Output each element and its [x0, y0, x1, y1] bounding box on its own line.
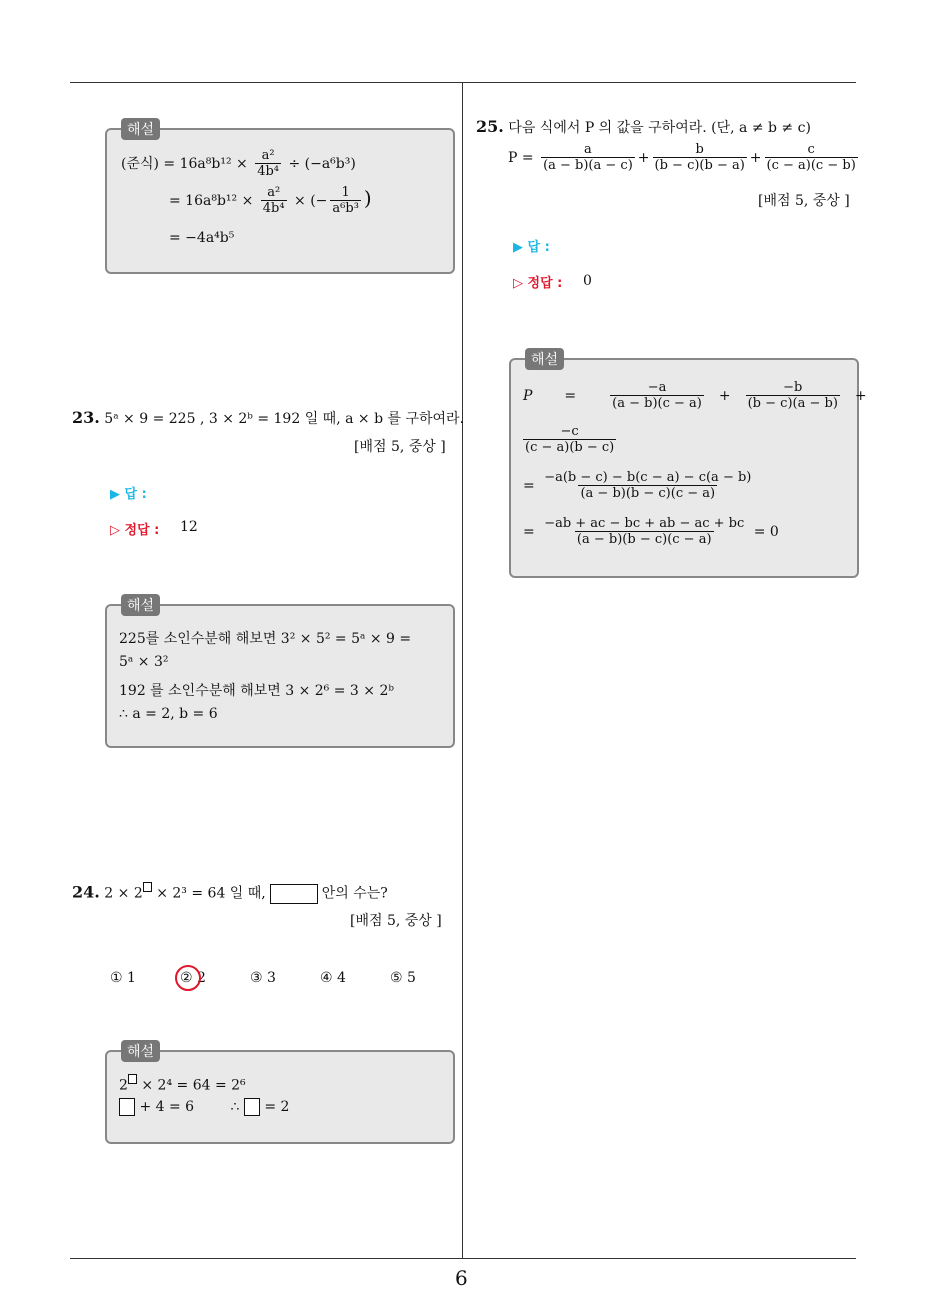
- fraction: $\frac{a}{(a - b)(a - c)}$: [543, 142, 633, 173]
- fraction: $\frac{-ab + ac - bc + ab - ac + bc}{(a - b)(b - c)(c - a)}$: [544, 516, 745, 547]
- q23-exp-line-4: ∴ a = 2, b = 6: [119, 706, 218, 722]
- q22-line-1: (준식) = 16a⁸b¹² × $\frac{\text{a²}}{\text{4b⁴}}$ ÷ (−a⁶b³): [121, 148, 356, 179]
- blank-box-small: [128, 1074, 137, 1084]
- q25-exp-line-2: [523, 424, 619, 456]
- question-text: 다음 식에서 P 의 값을 구하여라. (단, a ≠ b ≠ c): [508, 120, 811, 136]
- q23-answer-label: ▶ 답 :: [110, 487, 147, 502]
- fraction: $\frac{1}{\text{a⁶b³}}$: [332, 185, 359, 216]
- q24-exp-line-2: + 4 = 6 ∴ = 2: [119, 1098, 289, 1116]
- q25-exp-line-1: P = $\frac{-a}{(a - b)(c - a)}$ + $\frac{-b}{(b - c)(a - b)}$ +: [523, 380, 867, 411]
- choice-1[interactable]: ① 1: [110, 970, 136, 986]
- q23-exp-line-2: 5ᵃ × 3²: [119, 654, 169, 670]
- choice-3[interactable]: ③ 3: [250, 970, 276, 986]
- q23-exp-line-1: 225를 소인수분해 해보면 3² × 5² = 5ᵃ × 9 =: [119, 631, 412, 647]
- blank-box: [244, 1098, 260, 1116]
- question-number: 23.: [72, 408, 100, 427]
- q25-exp-line-3: = $\frac{-a(b - c) - b(c - a) - c(a - b)}{(a - b)(b - c)(c - a)}$: [523, 470, 752, 501]
- fraction: $\frac{\text{a²}}{\text{4b⁴}}$: [262, 185, 285, 216]
- q22-line-2: = 16a⁸b¹² × $\frac{\text{a²}}{\text{4b⁴}}$ × (− $\frac{1}{\text{a⁶b³}}$ ): [169, 185, 372, 216]
- explanation-tag: 해설: [121, 594, 160, 616]
- q24-exp-line-1: 2 × 2⁴ = 64 = 2⁶: [119, 1074, 246, 1094]
- q25-explanation-box: [509, 352, 867, 578]
- question-text: 5ᵃ × 9 = 225 , 3 × 2ᵇ = 192 일 때, a × b 를 구하여라.: [104, 411, 465, 427]
- q23-explanation-box: [105, 598, 455, 748]
- explanation-tag: 해설: [525, 348, 564, 370]
- q24-points: [배점 5, 중상 ]: [350, 913, 442, 929]
- q25-exp-line-4: = $\frac{-ab + ac - bc + ab - ac + bc}{(a - b)(b - c)(c - a)}$ = 0: [523, 516, 779, 547]
- blank-box-small: [143, 882, 152, 892]
- fraction: $\frac{-a(b - c) - b(c - a) - c(a - b)}{(a - b)(b - c)(c - a)}$: [544, 470, 752, 501]
- page-number: 6: [455, 1266, 468, 1290]
- question-number: 25.: [476, 117, 504, 136]
- q25-equation: P = $\frac{a}{(a - b)(a - c)}$ + $\frac{b}{(b - c)(b - a)}$ + $\frac{c}{(c - a)(c - b)}$: [508, 142, 856, 173]
- blank-box: [119, 1098, 135, 1116]
- q24-explanation-box: [105, 1044, 455, 1144]
- choice-4[interactable]: ④ 4: [320, 970, 346, 986]
- q22-line-3: = −4a⁴b⁵: [169, 230, 235, 246]
- choice-2[interactable]: ② 2: [180, 970, 206, 986]
- q25-points: [배점 5, 중상 ]: [758, 193, 850, 209]
- q23-exp-line-3: 192 를 소인수분해 해보면 3 × 2⁶ = 3 × 2ᵇ: [119, 683, 394, 699]
- explanation-tag: 해설: [121, 118, 160, 140]
- q25-question: [476, 117, 811, 137]
- q24-question: 24. 2 × 2 × 2³ = 64 일 때, 안의 수는?: [72, 882, 388, 902]
- q25-correct-label: ▷ 정답 :: [513, 276, 563, 291]
- column-divider: [462, 83, 463, 1258]
- q23-correct-label: ▷ 정답 :: [110, 523, 160, 538]
- q23-points: [배점 5, 중상 ]: [354, 439, 446, 455]
- fraction: $\frac{c}{(c - a)(c - b)}$: [766, 142, 856, 173]
- fraction: $\frac{-a}{(a - b)(c - a)}$: [612, 380, 702, 411]
- fraction: $\frac{-c}{(c - a)(b - c)}$: [525, 424, 615, 455]
- bottom-rule: [70, 1258, 856, 1259]
- selected-choice-circle: [175, 965, 201, 991]
- fraction: $\frac{b}{(b - c)(b - a)}$: [654, 142, 745, 173]
- fraction: $\frac{\text{a²}}{\text{4b⁴}}$: [257, 148, 280, 179]
- choice-5[interactable]: ⑤ 5: [390, 970, 416, 986]
- q25-correct-value: 0: [583, 273, 592, 289]
- fraction: $\frac{-b}{(b - c)(a - b)}$: [747, 380, 838, 411]
- q23-correct-value: 12: [180, 519, 198, 535]
- question-number: 24.: [72, 882, 100, 902]
- answer-blank: [270, 884, 318, 904]
- explanation-tag: 해설: [121, 1040, 160, 1062]
- q23-question: [72, 408, 464, 428]
- q25-answer-label: ▶ 답 :: [513, 240, 550, 255]
- top-rule: [70, 82, 856, 83]
- q22-explanation-box: [105, 122, 455, 274]
